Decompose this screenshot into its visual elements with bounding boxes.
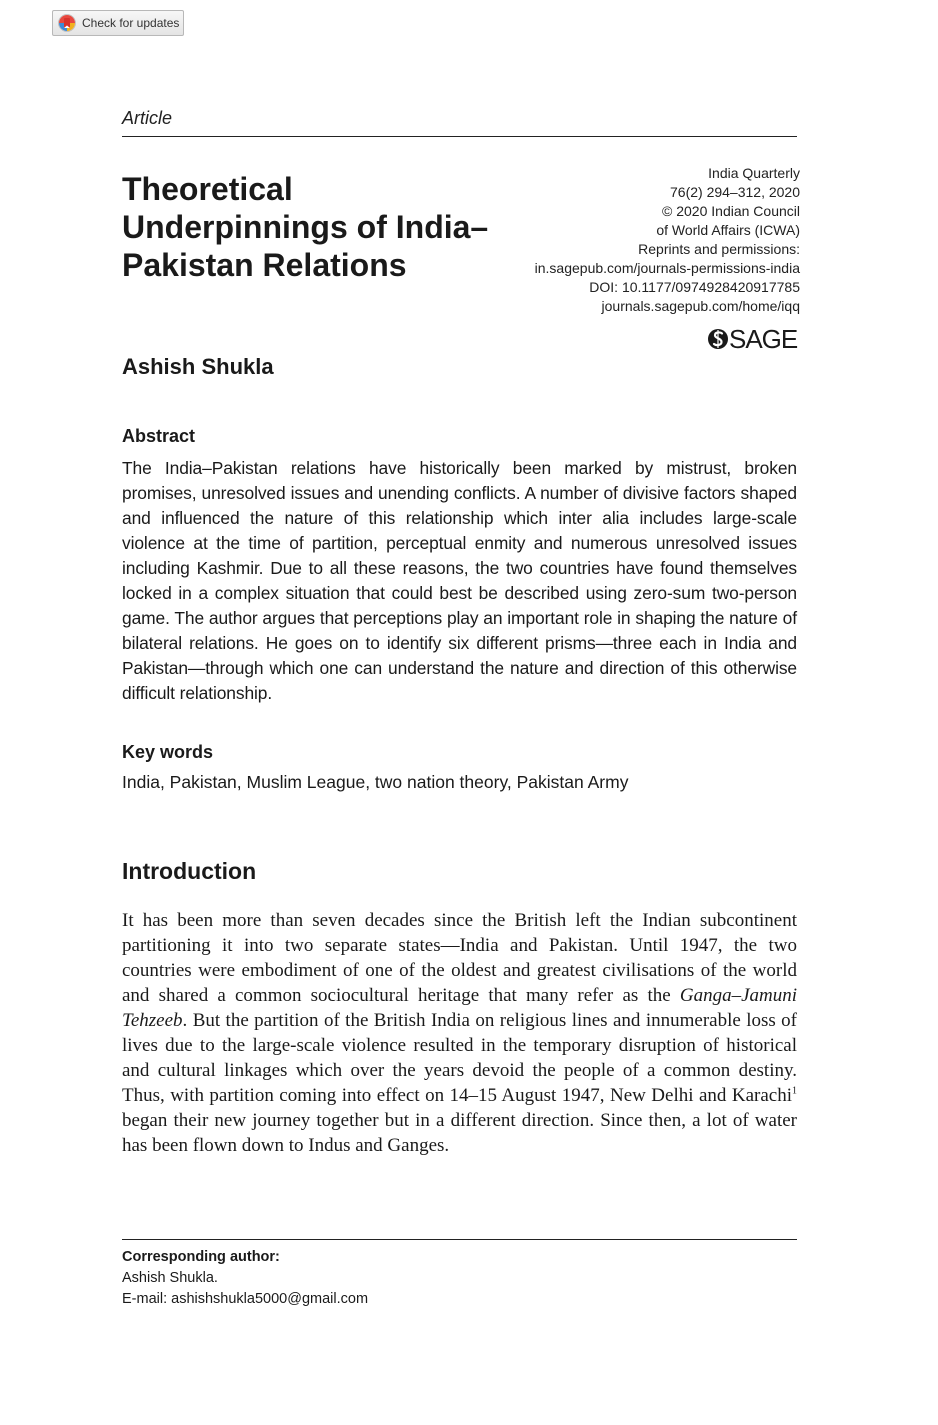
author-name: Ashish Shukla [122,354,274,379]
corresponding-email[interactable]: E-mail: ashishshukla5000@gmail.com [122,1291,369,1307]
abstract-heading: Abstract [122,426,196,446]
abstract-text: The India–Pakistan relations have historically been marked by mistrust, broken promises, unresolved issues and unending conflicts. A number of divisive factors shaped and influenced the nature of this relationship which inter alia includes large-scale violence at the time of partition, perceptual enmity and numerous unresolved issues including Kashmir. Due to all these reasons, the two countries have found themselves locked in a complex situation that could best be described using zero-sum two-person game. The author argues that perceptions play an important role in shaping the nature of bilateral relations. He goes on to identify six different prisms—three each in India and Pakistan—through which one can understand the nature and direction of this otherwise difficult relationship. [122,458,797,703]
intro-text: began their new journey together but in a different direction. Since then, a lot of water has been flown down to Indus and Ganges. [122,1110,797,1156]
copyright-line: of World Affairs (ICWA) [656,222,800,238]
title-line: Underpinnings of India– [122,209,489,245]
copyright-line: © 2020 Indian Council [662,203,800,219]
sage-s-icon [707,324,729,354]
check-for-updates-label: Check for updates [82,16,180,30]
introduction-paragraph [122,908,797,1158]
intro-text: It has been more than seven decades since the British left the Indian subcontinent partitioning it into two separate states—India and Pakistan. Until 1947, the two countries were embodiment of one of the oldest and greatest civilisations of the world and shared a common sociocultural heritage that many refer as the [122,910,797,1006]
title-line: Pakistan Relations [122,247,407,283]
reprints-label: Reprints and permissions: [638,241,800,257]
intro-text: . But the partition of the British India on religious lines and innumerable loss of lives due to the large-scale violence resulted in the temporary disruption of historical and cultural linkages which over the years devoid the people of a common destiny. Thus, with partition coming into effect on 14–15 August 1947, New Delhi and Karachi [122,1010,797,1106]
crossmark-icon [58,14,76,32]
sage-logo [707,324,801,354]
doi-link[interactable]: DOI: 10.1177/0974928420917785 [589,279,800,295]
header-divider [122,136,797,137]
check-for-updates-button[interactable] [52,10,184,36]
journal-name: India Quarterly [708,165,800,181]
permissions-link[interactable]: in.sagepub.com/journals-permissions-india [534,260,800,276]
intro-italic-term: Ganga–Jamuni Tehzeeb [122,985,797,1031]
title-line: Theoretical [122,171,293,207]
paper-title [122,170,522,284]
corresponding-name: Ashish Shukla. [122,1270,218,1286]
footnote-ref[interactable]: 1 [792,1085,797,1097]
introduction-heading: Introduction [122,858,257,884]
journal-volume: 76(2) 294–312, 2020 [670,184,800,200]
keywords-text: India, Pakistan, Muslim League, two nation theory, Pakistan Army [122,772,629,792]
corresponding-author-block [122,1247,368,1310]
corresponding-heading: Corresponding author: [122,1249,280,1265]
journal-home-link[interactable]: journals.sagepub.com/home/iqq [601,298,800,314]
journal-meta [535,164,800,316]
sage-wordmark: SAGE [729,324,798,354]
article-type-label: Article [122,108,173,128]
footnote-divider [122,1239,797,1240]
keywords-heading: Key words [122,742,214,762]
